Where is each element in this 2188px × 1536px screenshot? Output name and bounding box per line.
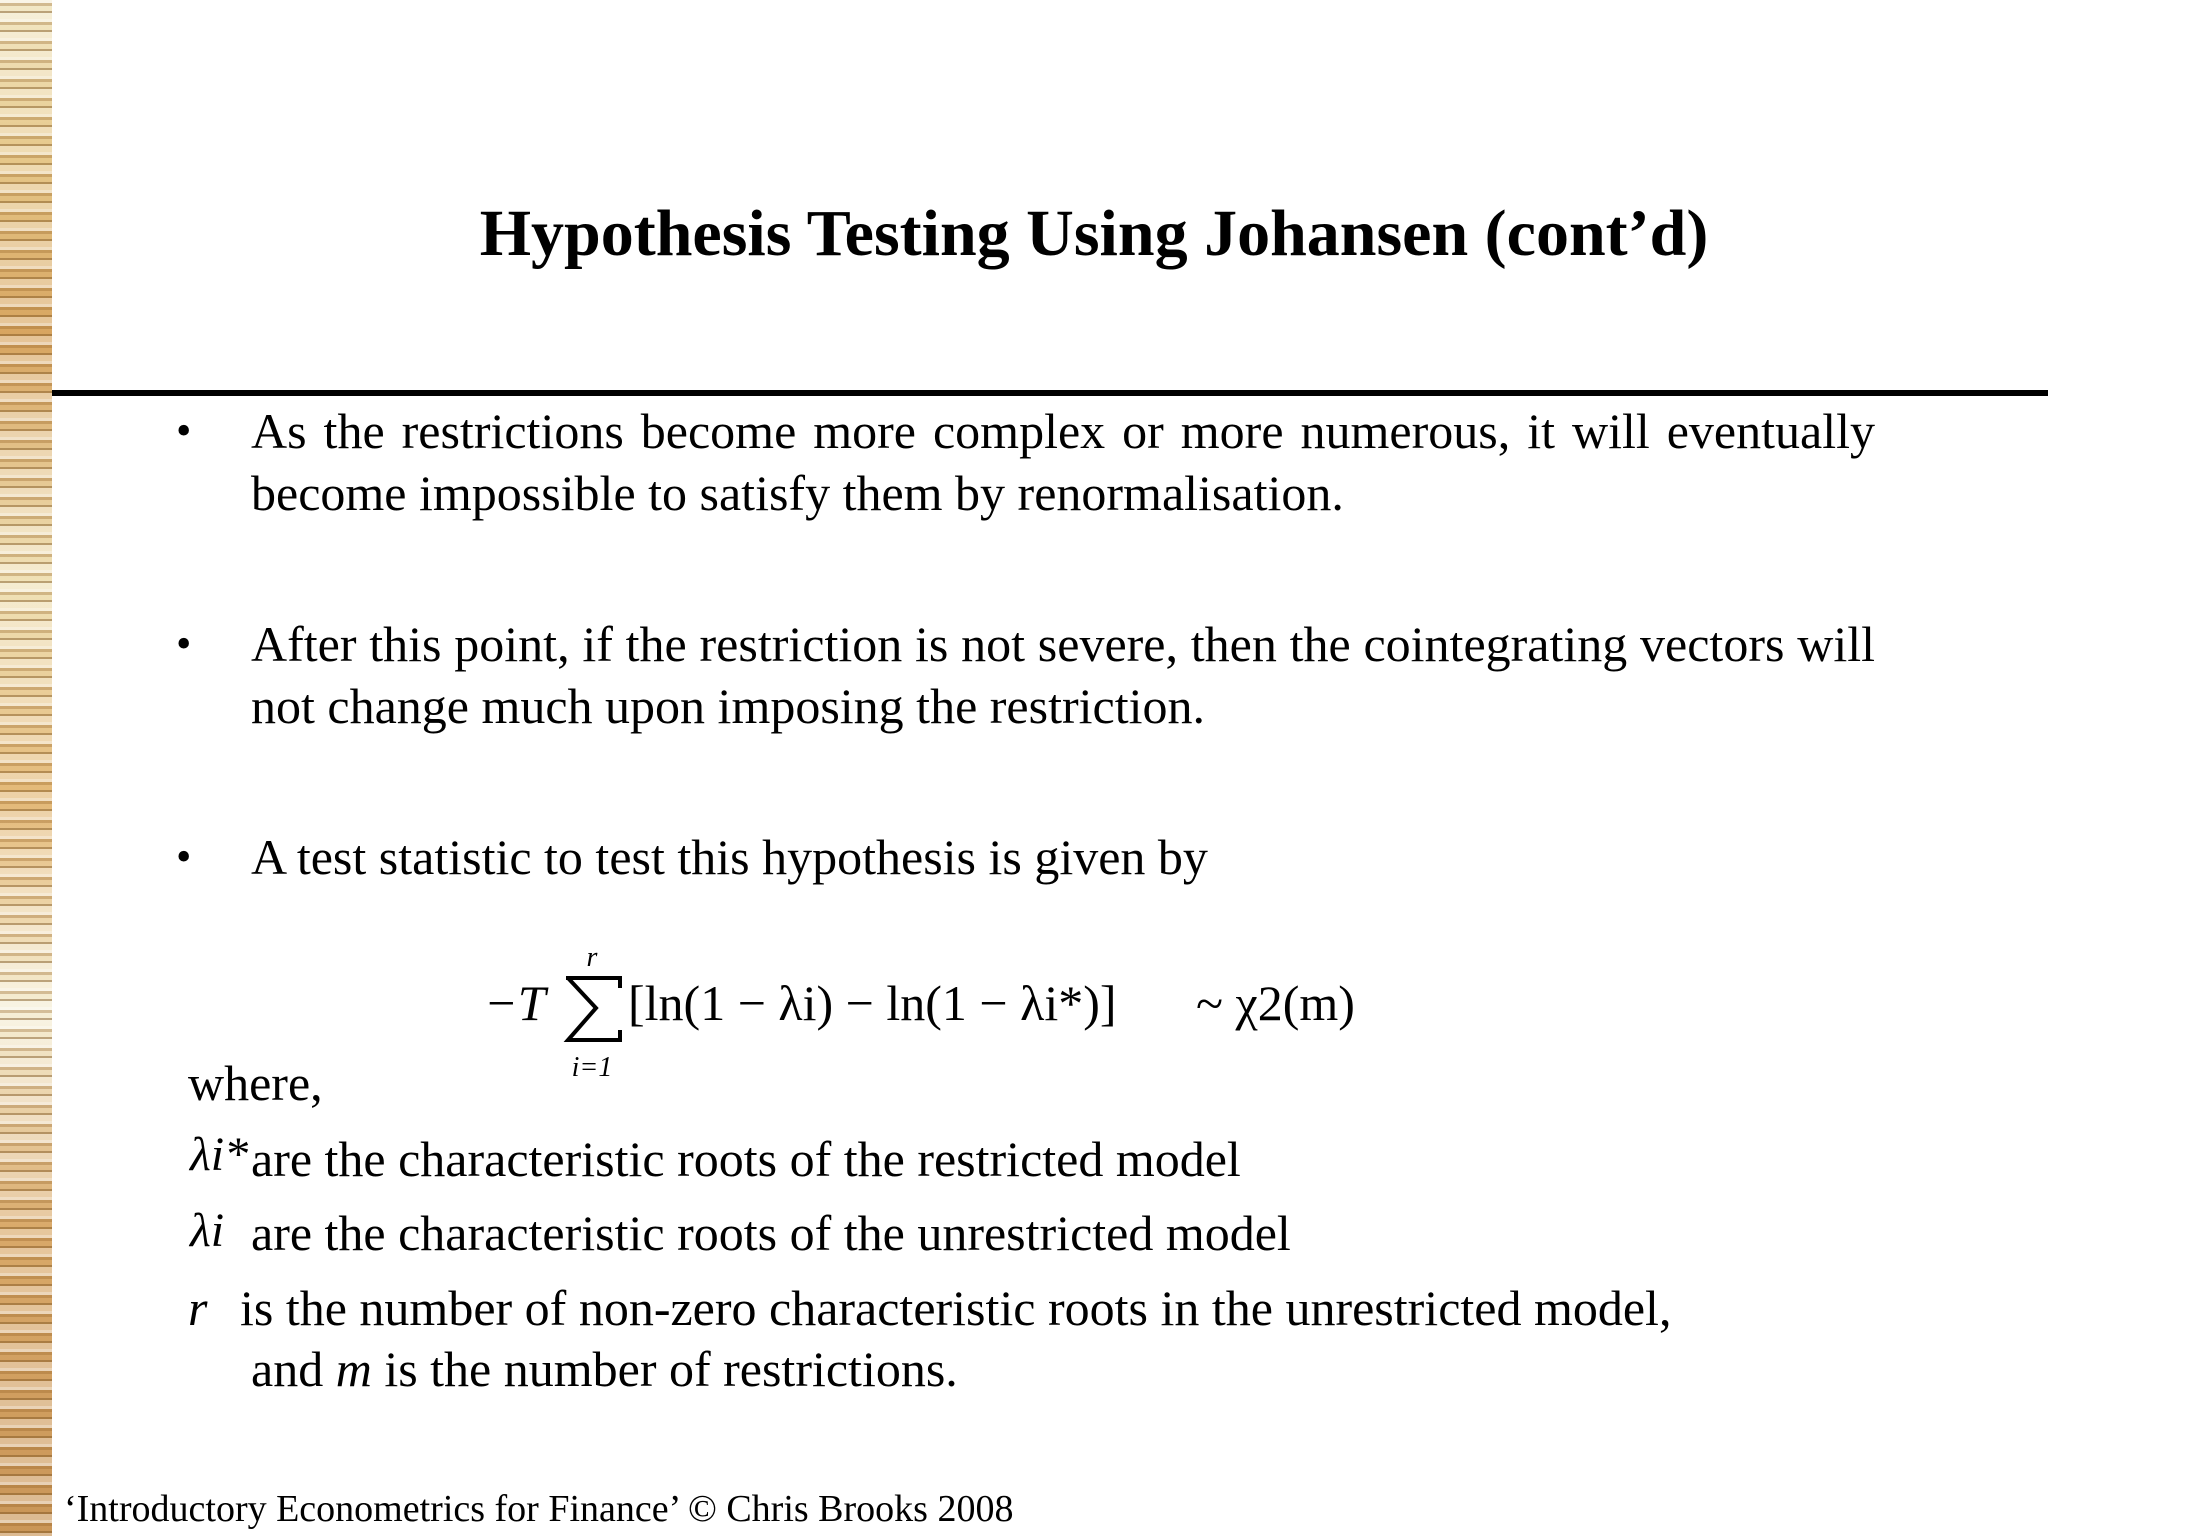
definition-continuation: [251, 1338, 958, 1400]
lambda-star-symbol: [186, 1122, 249, 1192]
lambda-symbol: [186, 1198, 240, 1268]
bullet-text: As the restrictions become more complex or more numerous, it will eventually become impossible to satisfy them by renormalisation.: [251, 403, 1875, 521]
formula-body: [ln(1 − λi) − ln(1 − λi*)]: [628, 975, 1117, 1031]
sum-lower-limit: i=1: [571, 1052, 613, 1083]
m-symbol: m: [335, 1341, 372, 1397]
bullet-marker: •: [176, 406, 192, 455]
continuation-post: is the number of restrictions.: [384, 1341, 958, 1397]
formula-lead: −T: [484, 975, 546, 1031]
chi-square-distribution: ~ χ2(m): [1196, 975, 1355, 1031]
sum-upper-limit: r: [586, 942, 598, 973]
bullet-text: A test statistic to test this hypothesis is given by: [251, 829, 1208, 885]
lambda-star-label: λi*: [190, 1128, 249, 1181]
slide-title: Hypothesis Testing Using Johansen (cont’d): [479, 197, 1709, 270]
test-statistic-formula: [480, 942, 1400, 1098]
lambda-label: λi: [190, 1204, 225, 1257]
title-divider: [52, 390, 2048, 396]
slide-footer: ‘Introductory Econometrics for Finance’ © Chris Brooks 2008: [64, 1488, 1014, 1530]
continuation-pre: and: [251, 1341, 324, 1397]
r-symbol: r: [188, 1280, 208, 1336]
where-label: where,: [188, 1055, 323, 1111]
summation-icon: [566, 978, 620, 1040]
bullet-marker: •: [176, 832, 192, 881]
definition-text: are the characteristic roots of the restricted model: [251, 1131, 1241, 1187]
definition-text: is the number of non-zero characteristic roots in the unrestricted model,: [240, 1280, 1672, 1336]
bullet-marker: •: [176, 619, 192, 668]
definition-text: are the characteristic roots of the unrestricted model: [251, 1205, 1291, 1261]
bullet-text: After this point, if the restriction is not severe, then the cointegrating vectors will not change much upon imposing the restriction.: [251, 616, 1875, 734]
